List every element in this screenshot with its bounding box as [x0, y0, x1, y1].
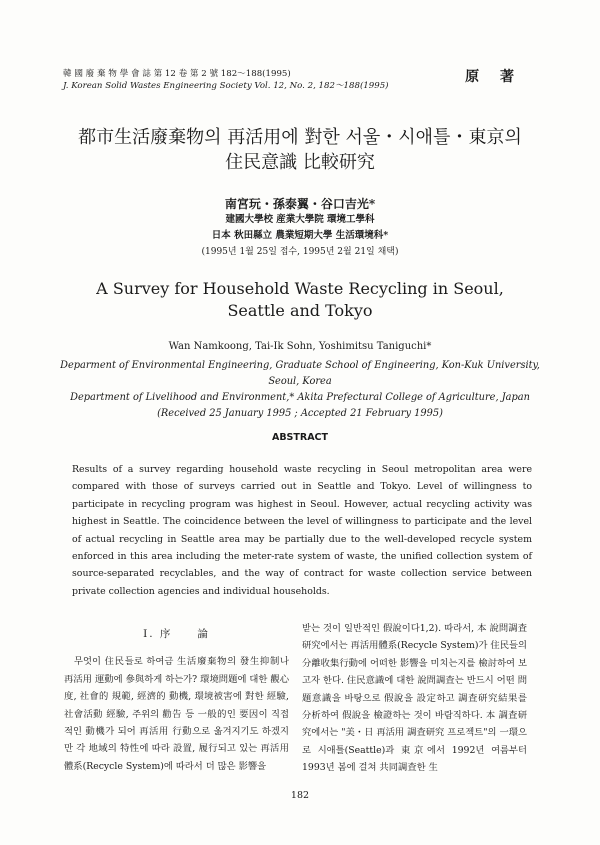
journal-citation-korean: 韓 國 廢 棄 物 學 會 誌 第 12 卷 第 2 號 182～188(1995)	[63, 69, 291, 79]
journal-citation-english: J. Korean Solid Wastes Engineering Society Vol. 12, No. 2, 182～188(1995)	[63, 81, 389, 91]
authors-english	[40, 339, 560, 422]
author-names-korean: 南宮玩・孫泰翼・谷口吉光*	[224, 197, 376, 211]
affiliation-korean-2: 日本 秋田縣立 農業短期大學 生活環境科*	[211, 230, 389, 241]
affiliation-english-2: Department of Livelihood and Environment,* Akita Prefectural College of Agriculture, Japan	[70, 392, 530, 403]
article-type-badge: 原 著	[465, 69, 522, 85]
title-english	[40, 278, 560, 322]
body-column-right	[302, 620, 527, 777]
title-english-line1: A Survey for Household Waste Recycling in Seoul,	[96, 279, 504, 298]
affiliation-korean-1: 建國大學校 産業大學院 環境工學科	[225, 214, 375, 225]
body-paragraph-left: 무엇이 住民들로 하여금 生活廢棄物의 發生抑制나 再活用 運動에 參與하게 하는가? 環境問題에 대한 觀心度, 社會的 規範, 經濟的 動機, 環境被害에 對한 經驗, 社會活動 經驗, 주위의 勸告 등 一般的인 要因이 직접적인 動機가 되어 再活用 行動으로 옮겨지기도 하겠지만 각 地域의 特性에 따라 設置, 履行되고 있는 再活用體系(Recycle System)에 따라서 더 많은 影響을	[64, 656, 289, 772]
body-column-left	[64, 620, 289, 775]
section-heading-introduction: I. 序 論	[143, 628, 210, 640]
affiliation-english-1: Deparment of Environmental Engineering, Graduate School of Engineering, Kon-Kuk University,	[60, 360, 540, 371]
author-names-english: Wan Namkoong, Tai-Ik Sohn, Yoshimitsu Taniguchi*	[168, 341, 432, 352]
body-paragraph-right: 받는 것이 일반적인 假說이다1,2). 따라서, 本 說問調査研究에서는 再活用體系(Recycle System)가 住民들의 分離收集行動에 어떠한 影響을 미치는지를 檢討하여 보고자 한다. 住民意識에 대한 說問調査는 반드시 어떤 問題意識을 바탕으로 假說을 設定하고 調査研究結果를 分析하여 假說을 檢證하는 것이 바람직하다. 本 調査研究에서는 "美・日 再活用 調査研究 프로젝트"의 一環으로 시애틀(Seattle)과 東京에서 1992년 여름부터 1993년 봄에 걸쳐 共同調査한 生	[302, 623, 528, 774]
abstract-text: Results of a survey regarding household waste recycling in Seoul metropolitan area were compared with those of surveys carried out in Seattle and Tokyo. Level of willingness to participate in recycling program was highest in Seoul. However, actual recycling activity was highest in Seattle. The coincidence between the level of willingness to participate and the level of actual recycling in Seattle area may be partially due to the well-developed recycle system enforced in this area including the meter-rate system of waste, the unified collection system of source-separated recyclables, and the way of contract for waste collection service between private collection agencies and individual households.	[72, 464, 532, 597]
title-korean-line1: 都市生活廢棄物의 再活用에 對한 서울・시애틀・東京의	[78, 127, 522, 148]
journal-header	[63, 68, 389, 92]
title-korean-line2: 住民意識 比較研究	[225, 152, 375, 173]
title-english-line2: Seattle and Tokyo	[227, 301, 373, 320]
received-date-english: (Received 25 January 1995 ; Accepted 21 February 1995)	[157, 408, 443, 419]
received-date-korean: (1995년 1월 25일 접수, 1995년 2월 21일 채택)	[201, 247, 399, 257]
affiliation-english-1-city: Seoul, Korea	[268, 376, 332, 387]
title-korean	[40, 125, 560, 175]
abstract-heading: ABSTRACT	[271, 432, 329, 443]
authors-korean	[40, 196, 560, 260]
page-number: 182	[290, 790, 310, 801]
